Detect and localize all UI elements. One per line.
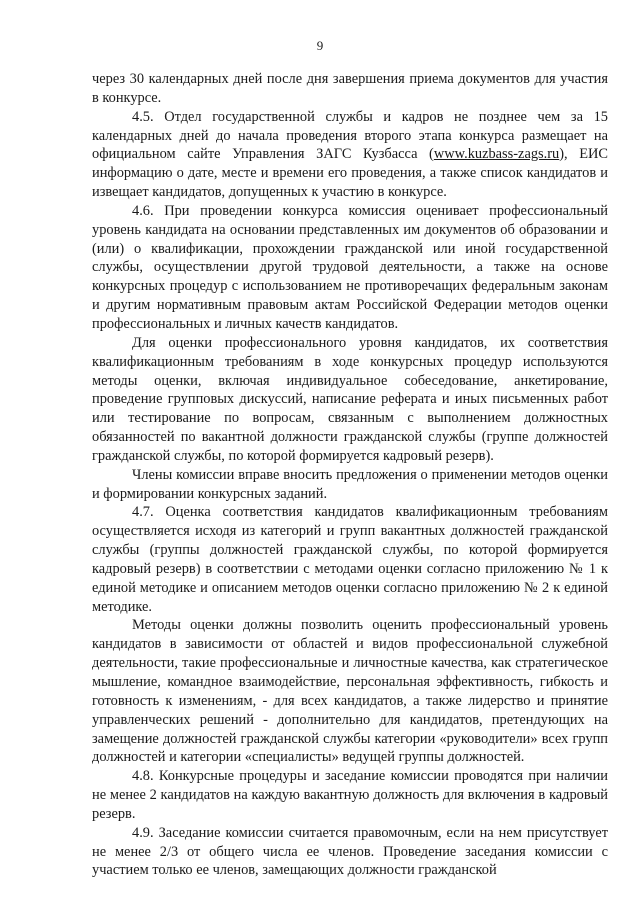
paragraph-4-5-text-before: 4.5. Отдел государственной службы и кадров не позднее чем за 15 календарных дней до начала проведения второго этапа конкурса размещает на официальном сайте Управления ЗАГС Кузбасса (: [92, 108, 608, 163]
page-number: 9: [316, 38, 324, 53]
paragraph-4-7: 4.7. Оценка соответствия кандидатов квалификационным требованиям осуществляется исходя из категорий и групп вакантных должностей гражданской службы (группы должностей гражданской службы, по которой формируется кадровый резерв) в соответствии с методами оценки согласно приложению № 1 к единой методике и описанием методов оценки согласно приложению № 2 к единой методике.: [92, 504, 608, 615]
paragraph-4-8: 4.8. Конкурсные процедуры и заседание комиссии проводятся при наличии не менее 2 кандидатов на каждую вакантную должность для включения в кадровый резерв.: [92, 768, 608, 822]
website-link[interactable]: www.kuzbass-zags.ru: [433, 146, 560, 163]
paragraph-4-5: [92, 108, 608, 202]
paragraph-4-9: 4.9. Заседание комиссии считается правомочным, если на нем присутствует не менее 2/3 от общего числа ее членов. Проведение заседания комиссии с участием только ее членов, замещающих должности гражданской: [92, 824, 608, 879]
paragraph-evaluation-qualities: Методы оценки должны позволить оценить профессиональный уровень кандидатов в зависимости от областей и видов профессиональной служебной деятельности, такие профессиональные и личностные качества, как стратегическое мышление, командное взаимодействие, персональная эффективность, гибкость и готовность к изменениям, - для всех кандидатов, а также лидерство и принятие управленческих решений - дополнительно для кандидатов, претендующих на замещение должностей гражданской службы категории «руководители» всех групп должностей и категории «специалисты» ведущей группы должностей.: [92, 617, 608, 766]
paragraph-4-5-text-after: ), ЕИС информацию о дате, месте и времени его проведения, а также список кандидатов и извещает кандидатов, допущенных к участию в конкурсе.: [92, 146, 608, 201]
paragraph-continuation: через 30 календарных дней после дня завершения приема документов для участия в конкурсе.: [92, 71, 608, 106]
document-body: [92, 70, 608, 880]
paragraph-4-6: 4.6. При проведении конкурса комиссия оценивает профессиональный уровень кандидата на основании представленных им документов об образовании и (или) о квалификации, прохождении гражданской или иной государственной службы, осуществлении другой трудовой деятельности, а также на основе конкурсных процедур с использованием не противоречащих федеральным законам и другим нормативным правовым актам Российской Федерации методов оценки профессиональных и личных качеств кандидатов.: [92, 202, 608, 332]
paragraph-commission-proposals: Члены комиссии вправе вносить предложения о применении методов оценки и формировании конкурсных заданий.: [92, 466, 608, 502]
paragraph-assessment-methods: Для оценки профессионального уровня кандидатов, их соответствия квалификационным требованиям в ходе конкурсных процедур используются методы оценки, включая индивидуальное собеседование, анкетирование, проведение групповых дискуссий, написание реферата и иных письменных работ или тестирование по вопросам, связанным с выполнением должностных обязанностей по вакантной должности гражданской службы (группе должностей гражданской службы, по которой формируется кадровый резерв).: [92, 334, 608, 464]
